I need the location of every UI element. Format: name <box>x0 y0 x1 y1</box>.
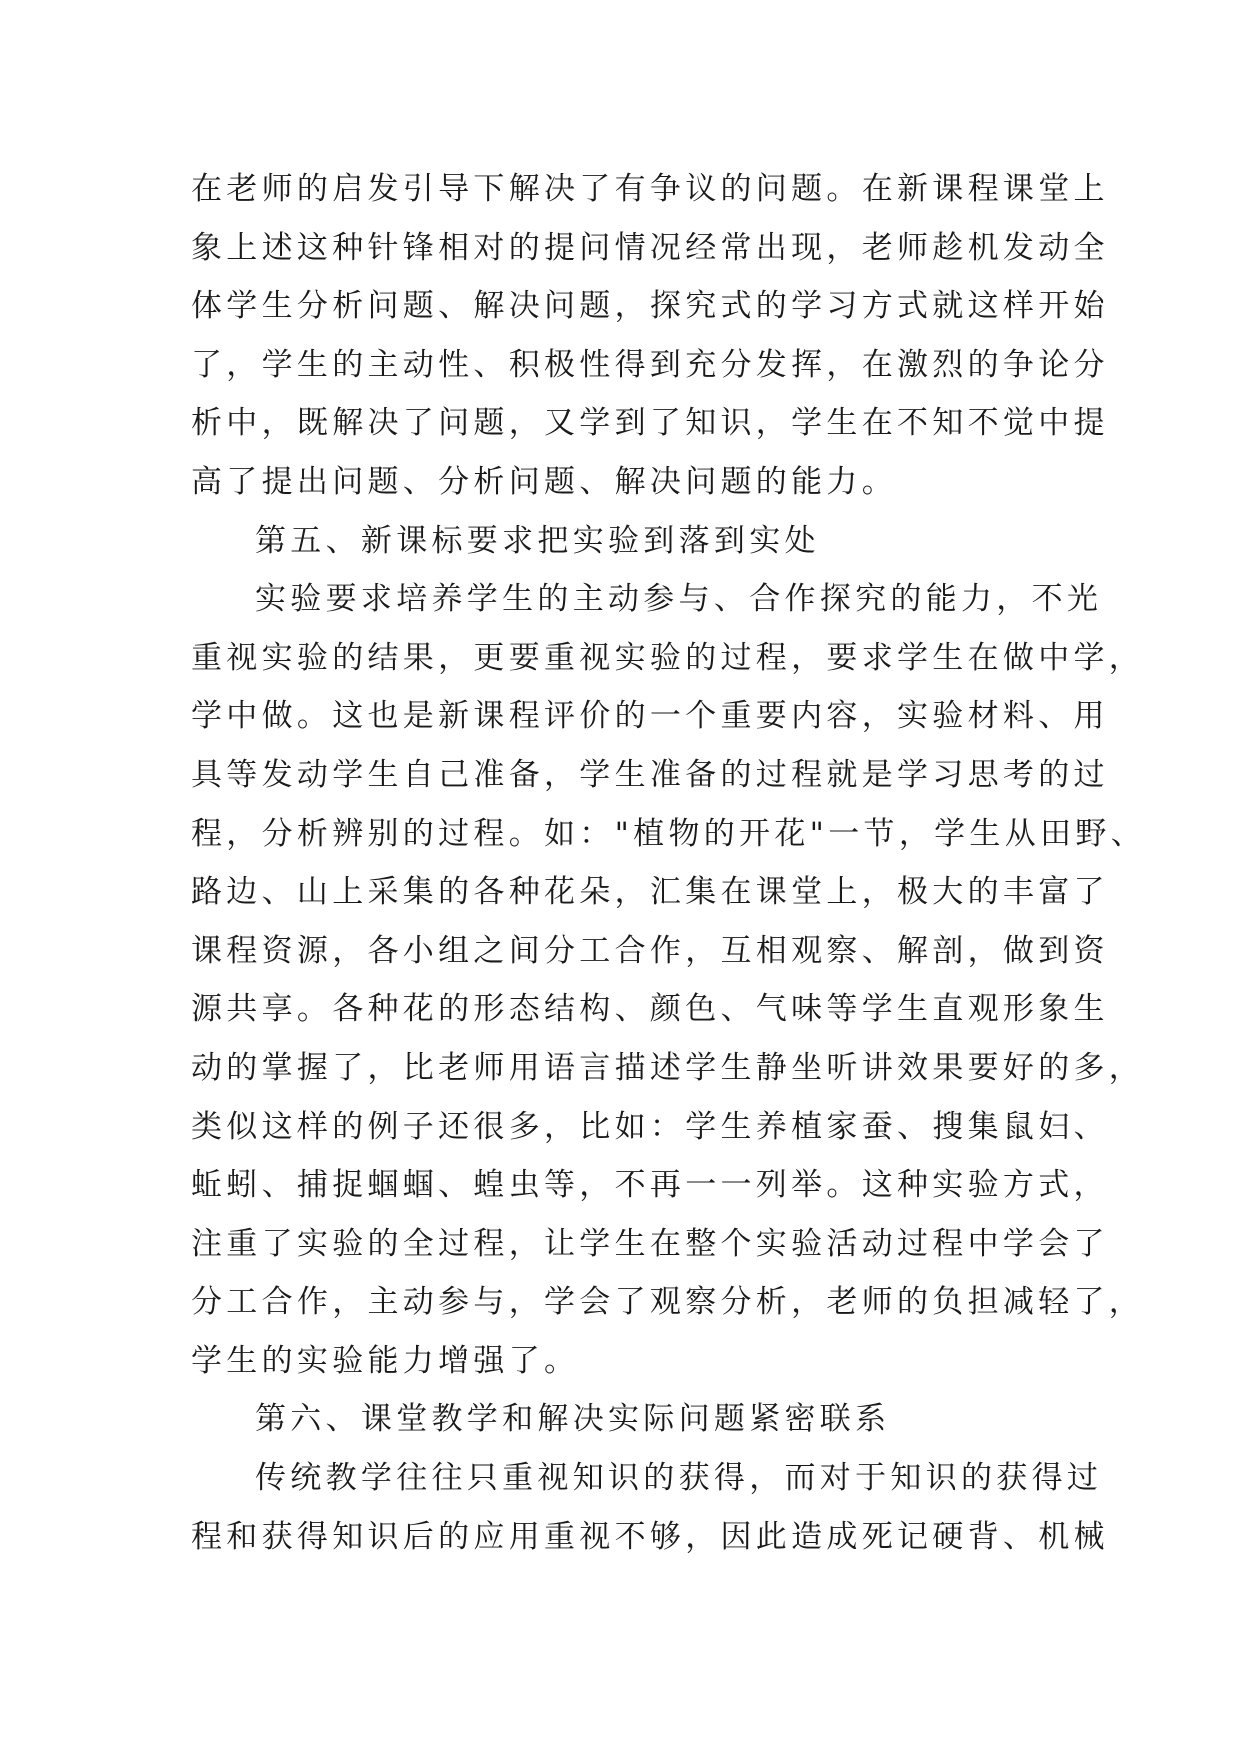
text-line: 象上述这种针锋相对的提问情况经常出现，老师趁机发动全 <box>191 229 1109 266</box>
paragraph-first-line: 传统教学往往只重视知识的获得，而对于知识的获得过 <box>255 1460 1103 1497</box>
text-line: 动的掌握了，比老师用语言描述学生静坐听讲效果要好的多， <box>191 1049 1145 1086</box>
text-line: 程，分析辨别的过程。如："植物的开花"一节，学生从田野、 <box>191 815 1146 852</box>
text-line: 课程资源，各小组之间分工合作，互相观察、解剖，做到资 <box>191 932 1109 969</box>
text-line: 学生的实验能力增强了。 <box>191 1342 580 1379</box>
text-line: 学中做。这也是新课程评价的一个重要内容，实验材料、用 <box>191 698 1109 735</box>
paragraph-first-line: 第五、新课标要求把实验到落到实处 <box>255 522 820 559</box>
text-line: 体学生分析问题、解决问题，探究式的学习方式就这样开始 <box>191 288 1109 325</box>
text-line: 蚯蚓、捕捉蝈蝈、蝗虫等，不再一一列举。这种实验方式， <box>191 1167 1109 1204</box>
paragraph-first-line: 实验要求培养学生的主动参与、合作探究的能力，不光 <box>255 581 1103 618</box>
paragraph-first-line: 第六、课堂教学和解决实际问题紧密联系 <box>255 1401 891 1438</box>
text-line: 重视实验的结果，更要重视实验的过程，要求学生在做中学， <box>191 639 1145 676</box>
body-text <box>191 160 1146 1566</box>
text-line: 注重了实验的全过程，让学生在整个实验活动过程中学会了 <box>191 1225 1109 1262</box>
text-line: 程和获得知识后的应用重视不够，因此造成死记硬背、机械 <box>191 1518 1109 1555</box>
text-line: 路边、山上采集的各种花朵，汇集在课堂上，极大的丰富了 <box>191 874 1109 911</box>
text-line: 类似这样的例子还很多，比如：学生养植家蚕、搜集鼠妇、 <box>191 1108 1109 1145</box>
text-line: 源共享。各种花的形态结构、颜色、气味等学生直观形象生 <box>191 991 1109 1028</box>
text-line: 析中，既解决了问题，又学到了知识，学生在不知不觉中提 <box>191 405 1109 442</box>
text-line: 在老师的启发引导下解决了有争议的问题。在新课程课堂上 <box>191 171 1109 207</box>
text-line: 高了提出问题、分析问题、解决问题的能力。 <box>191 463 897 500</box>
text-line: 分工合作，主动参与，学会了观察分析，老师的负担减轻了， <box>191 1284 1145 1321</box>
text-line: 了，学生的主动性、积极性得到充分发挥，在激烈的争论分 <box>191 346 1109 383</box>
text-line: 具等发动学生自己准备，学生准备的过程就是学习思考的过 <box>191 756 1109 793</box>
